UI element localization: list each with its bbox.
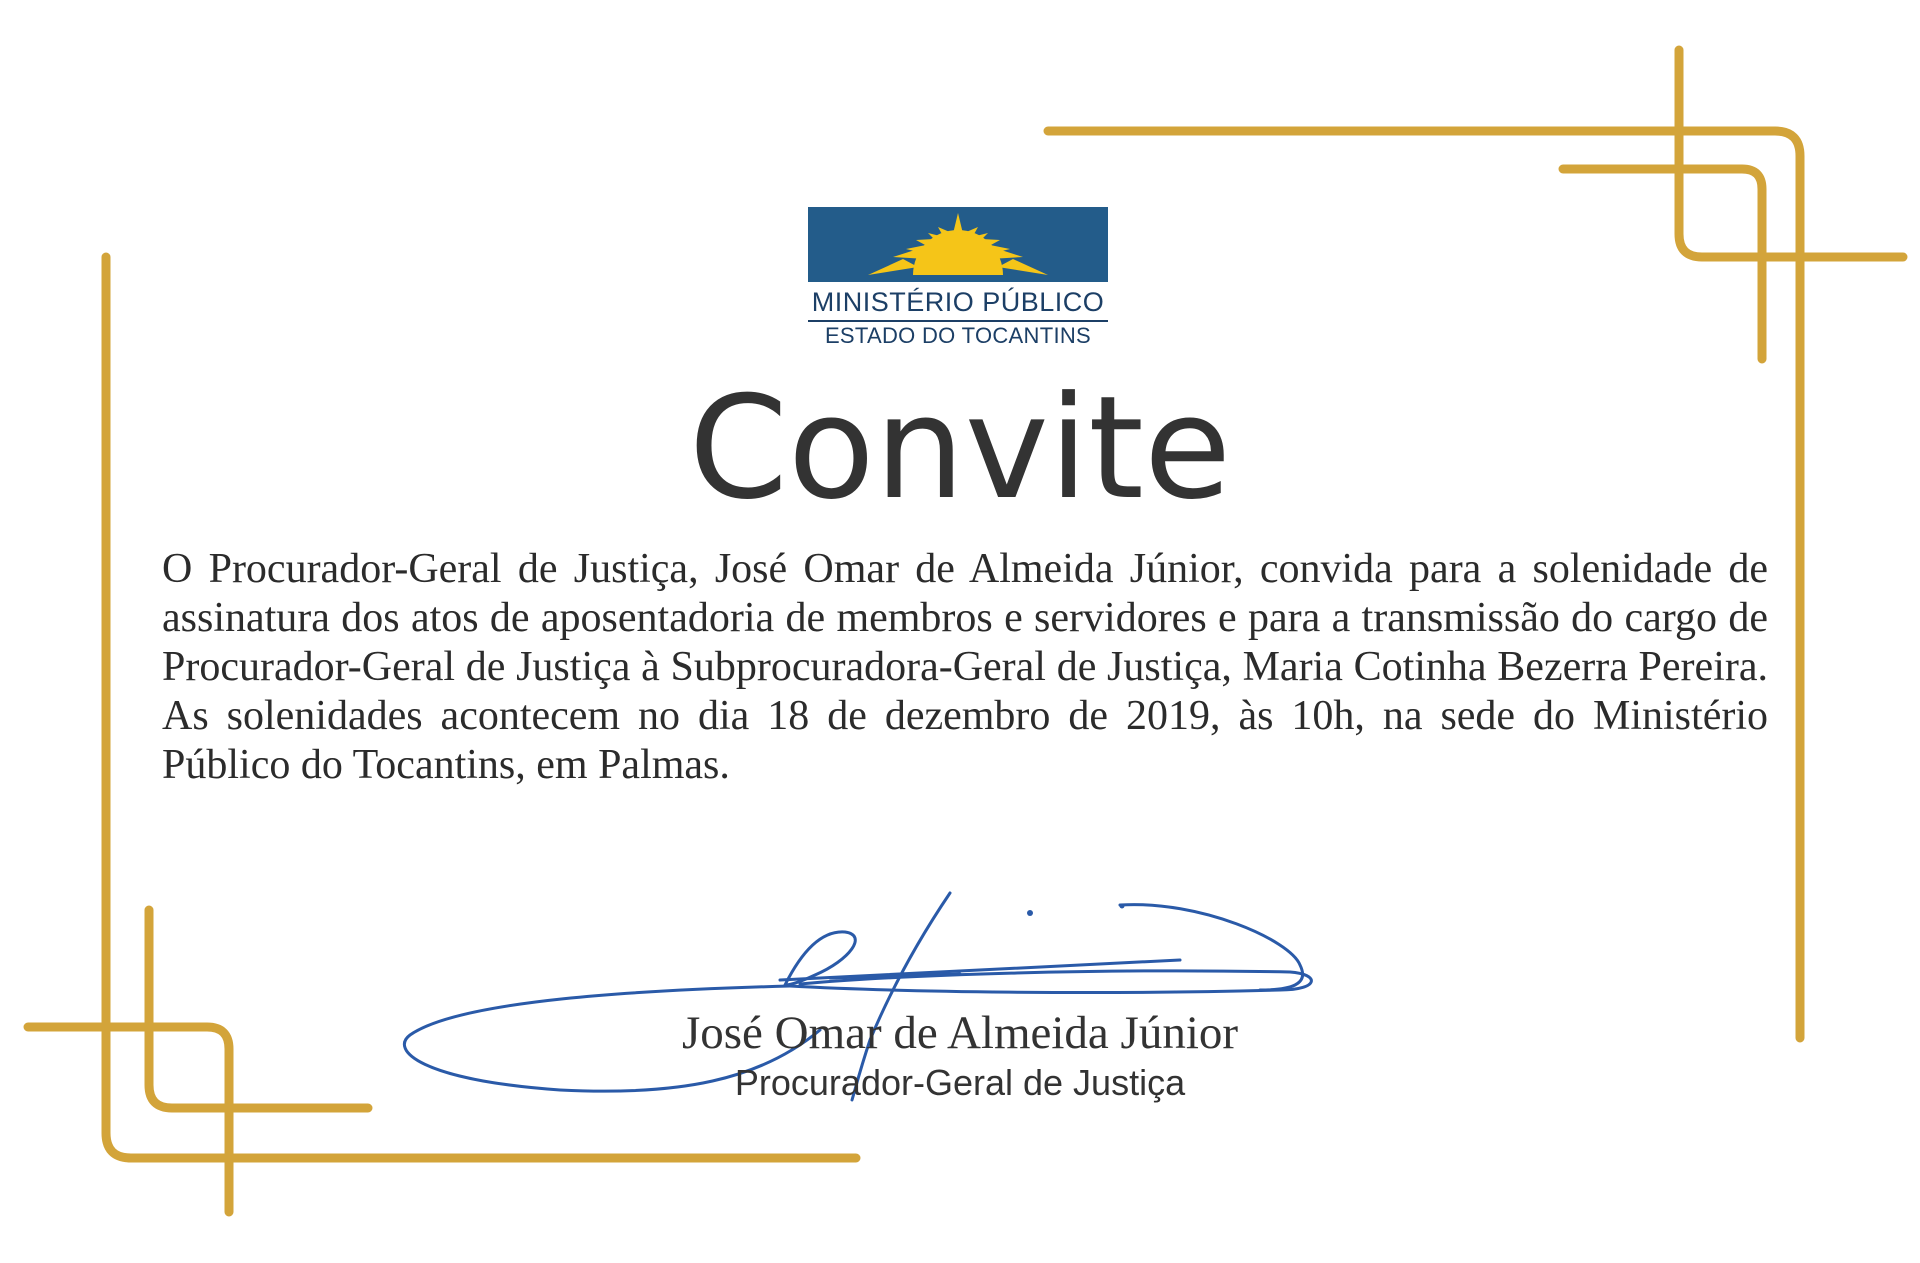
logo-line-1: MINISTÉRIO PÚBLICO (811, 287, 1105, 317)
logo-divider (808, 320, 1108, 322)
frame-bottom-left-cross (28, 1027, 229, 1212)
frame-bottom-left-inner (149, 910, 368, 1108)
frame-top-right-cross (1679, 50, 1903, 257)
logo-blue-banner (808, 207, 1108, 282)
invitation-body: O Procurador-Geral de Justiça, José Omar de Almeida Júnior, convida para a solenidade de assinatura dos atos de aposentadoria de membros e servidores e para a transmissão do cargo de Procurador-Geral de Justiça à Subprocuradora-Geral de Justiça, Maria Cotinha Bezerra Pereira. As solenidades acontecem no dia 18 de dezembro de 2019, às 10h, na sede do Ministério Público do Tocantins, em Palmas. (162, 546, 1768, 788)
page-title: Convite (688, 366, 1232, 531)
sun-icon (808, 207, 1108, 282)
signatory-role: Procurador-Geral de Justiça (734, 1062, 1186, 1103)
frame-top-right-inner (1563, 169, 1762, 359)
signatory-name: José Omar de Almeida Júnior (681, 1007, 1239, 1059)
ministerio-publico-logo (808, 207, 1108, 347)
logo-line-2: ESTADO DO TOCANTINS (824, 323, 1092, 348)
